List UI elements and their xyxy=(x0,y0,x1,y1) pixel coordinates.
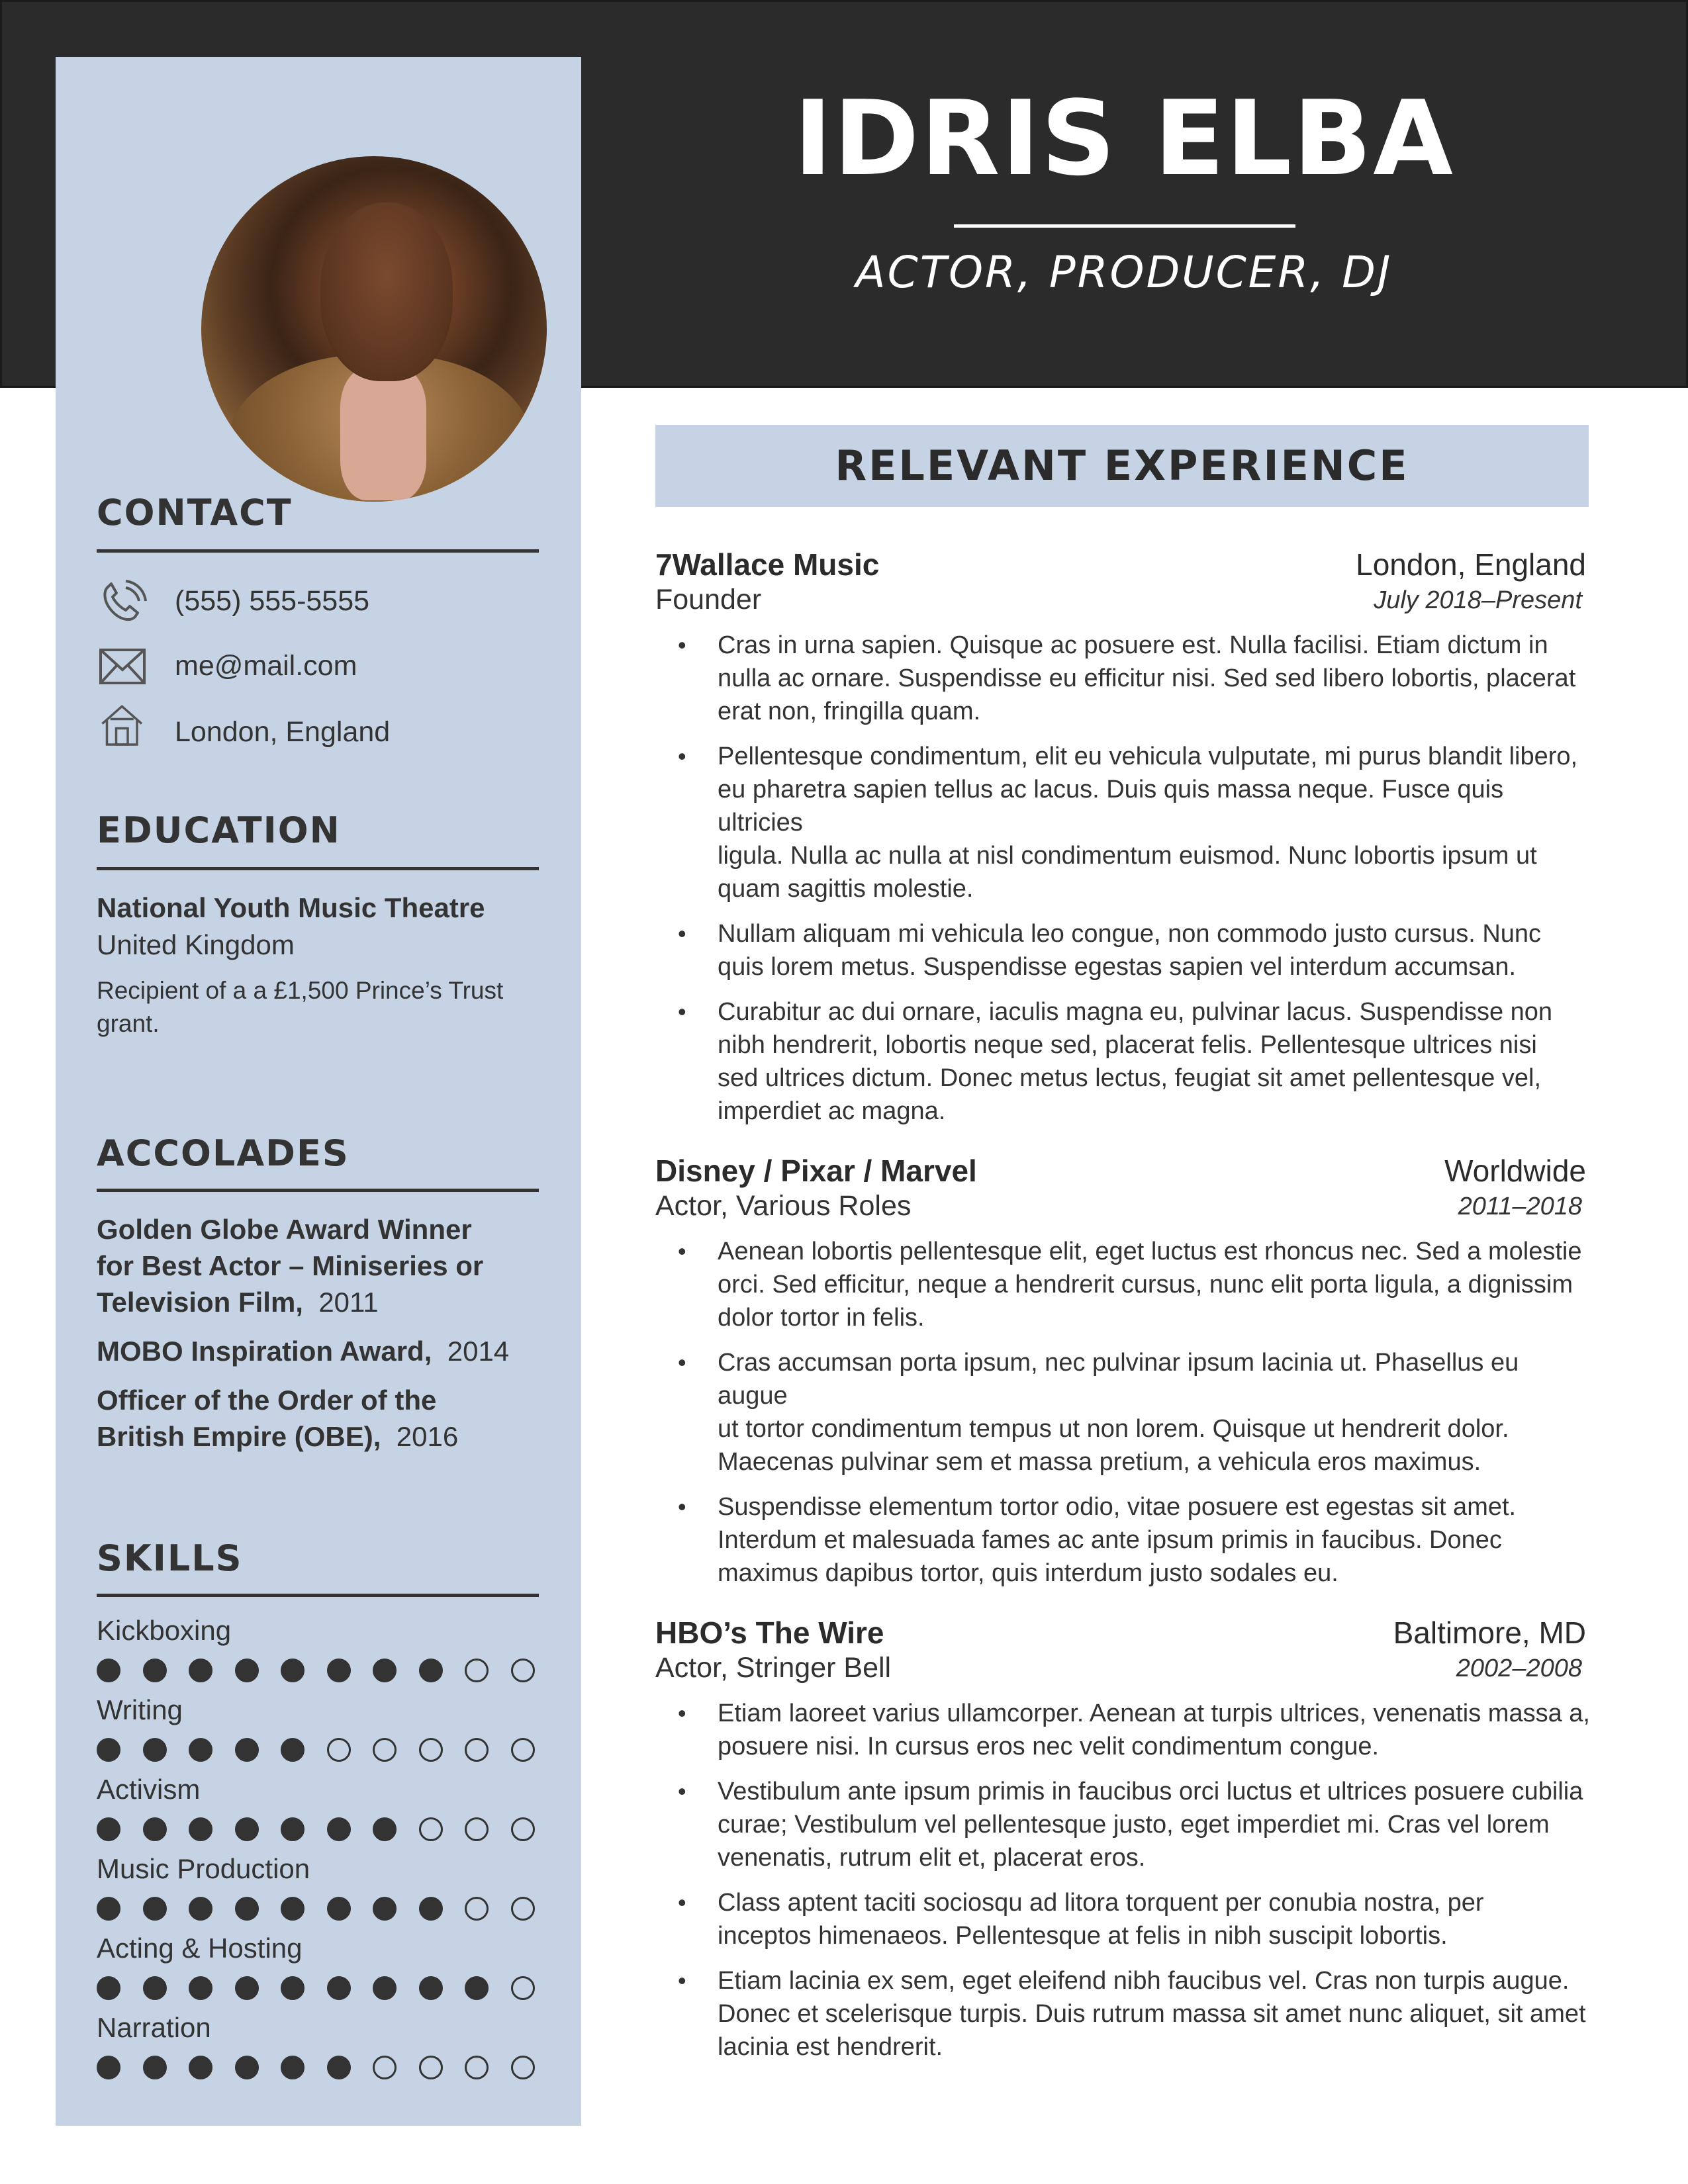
accolade-year: 2014 xyxy=(447,1336,510,1367)
rating-dot-filled xyxy=(143,1897,167,1921)
job-bullet-line: Pellentesque condimentum, elit eu vehicula vulputate, mi purus blandit libero, xyxy=(718,743,1578,770)
header-divider xyxy=(954,224,1295,228)
profile-photo xyxy=(201,156,547,502)
rating-dot-filled xyxy=(189,1659,212,1682)
job-bullet-line: imperdiet ac magna. xyxy=(718,1097,946,1125)
job-company: Disney / Pixar / Marvel xyxy=(655,1154,977,1188)
rating-dot-filled xyxy=(235,1659,259,1682)
skill-label: Acting & Hosting xyxy=(97,1933,303,1964)
rating-dot-filled xyxy=(327,2056,351,2079)
rating-dot-empty xyxy=(511,2056,535,2079)
job-bullet-line: quis lorem metus. Suspendisse egestas sapien vel interdum accumsan. xyxy=(718,953,1517,981)
rating-dot-filled xyxy=(327,1817,351,1841)
job-bullet-line: dolor tortor in felis. xyxy=(718,1304,925,1332)
skill-rating xyxy=(97,1976,547,2003)
job-bullet-line: Suspendisse elementum tortor odio, vitae posuere est egestas sit amet. xyxy=(718,1493,1517,1521)
skill-rating xyxy=(97,1738,547,1764)
job-dates: 2011–2018 xyxy=(1458,1193,1582,1220)
rating-dot-filled xyxy=(235,2056,259,2079)
job-role: Founder xyxy=(655,584,762,615)
accolade-year: 2016 xyxy=(396,1421,459,1452)
job-bullet-line: quam sagittis molestie. xyxy=(718,875,974,903)
job-bullet-line: Interdum et malesuada fames ac ante ipsum primis in faucibus. Donec xyxy=(718,1526,1502,1554)
rating-dot-filled xyxy=(143,1659,167,1682)
job-bullet-line: nulla ac ornare. Suspendisse eu efficitur nisi. Sed sed libero lobortis, placerat xyxy=(718,664,1576,692)
rating-dot-filled xyxy=(189,1738,212,1762)
resume-title: ACTOR, PRODUCER, DJ xyxy=(855,247,1393,298)
rating-dot-empty xyxy=(511,1659,535,1682)
education-school: National Youth Music Theatre xyxy=(97,892,485,923)
job-bullet-line: Cras in urna sapien. Quisque ac posuere est. Nulla facilisi. Etiam dictum in xyxy=(718,631,1548,659)
education-divider xyxy=(97,867,539,870)
rating-dot-filled xyxy=(373,1976,397,2000)
accolades-divider xyxy=(97,1189,539,1192)
contact-heading: CONTACT xyxy=(97,492,293,533)
education-country: United Kingdom xyxy=(97,929,295,960)
rating-dot-filled xyxy=(419,1897,443,1921)
skill-rating xyxy=(97,1817,547,1844)
accolade-name-line: for Best Actor – Miniseries or xyxy=(97,1250,484,1281)
accolade-year: 2011 xyxy=(318,1287,379,1318)
rating-dot-filled xyxy=(327,1897,351,1921)
rating-dot-empty xyxy=(465,1897,489,1921)
rating-dot-filled xyxy=(189,1817,212,1841)
job-bullet-line: Etiam lacinia ex sem, eget eleifend nibh faucibus vel. Cras non turpis augue. xyxy=(718,1967,1570,1995)
contact-phone-row xyxy=(97,578,539,625)
job-bullet xyxy=(655,1346,1595,1479)
accolade-item xyxy=(97,1333,547,1369)
rating-dot-filled xyxy=(281,1738,305,1762)
job-bullet-line: Maecenas pulvinar sem et massa pretium, a vehicula eros maximus. xyxy=(718,1448,1481,1476)
job-bullet-line: orci. Sed efficitur, neque a hendrerit cursus, nunc elit porta ligula, a dignissim xyxy=(718,1271,1573,1298)
rating-dot-filled xyxy=(281,2056,305,2079)
job-location: London, England xyxy=(1356,547,1586,582)
skill-label: Activism xyxy=(97,1774,201,1805)
skills-heading: SKILLS xyxy=(97,1537,243,1579)
job-bullet xyxy=(655,917,1595,983)
rating-dot-empty xyxy=(419,1817,443,1841)
education-heading: EDUCATION xyxy=(97,809,341,851)
rating-dot-empty xyxy=(511,1976,535,2000)
photo-shirt xyxy=(340,368,426,500)
skill-rating xyxy=(97,1659,547,1685)
rating-dot-filled xyxy=(235,1976,259,2000)
job-bullet-line: nibh hendrerit, lobortis neque sed, placerat felis. Pellentesque ultrices nisi xyxy=(718,1031,1537,1059)
rating-dot-filled xyxy=(189,2056,212,2079)
rating-dot-empty xyxy=(373,1738,397,1762)
job-bullet xyxy=(655,1235,1595,1334)
rating-dot-filled xyxy=(235,1817,259,1841)
contact-location-row xyxy=(97,703,539,749)
accolade-name-line: Golden Globe Award Winner xyxy=(97,1214,472,1245)
job-bullet-line: Etiam laoreet varius ullamcorper. Aenean at turpis ultrices, venenatis massa a, xyxy=(718,1700,1590,1727)
job-location: Baltimore, MD xyxy=(1393,1615,1586,1650)
job-bullet-line: ut tortor condimentum tempus ut non lorem. Quisque ut hendrerit dolor. xyxy=(718,1415,1509,1443)
job-dates: July 2018–Present xyxy=(1374,586,1582,614)
rating-dot-filled xyxy=(373,1659,397,1682)
rating-dot-filled xyxy=(97,2056,120,2079)
rating-dot-empty xyxy=(511,1897,535,1921)
rating-dot-filled xyxy=(327,1659,351,1682)
rating-dot-filled xyxy=(235,1897,259,1921)
rating-dot-filled xyxy=(281,1897,305,1921)
job-bullet-line: inceptos himenaeos. Pellentesque at felis in nibh suscipit lobortis. xyxy=(718,1922,1448,1950)
job-bullet-line: Donec et scelerisque turpis. Duis rutrum massa sit amet nunc aliquet, sit amet xyxy=(718,2000,1586,2028)
accolade-name-line: MOBO Inspiration Award, xyxy=(97,1336,432,1367)
job-bullet-line: Vestibulum ante ipsum primis in faucibus orci luctus et ultrices posuere cubilia xyxy=(718,1778,1583,1805)
job-bullet-line: Cras accumsan porta ipsum, nec pulvinar ipsum lacinia ut. Phasellus eu augue xyxy=(718,1349,1519,1410)
experience-heading: RELEVANT EXPERIENCE xyxy=(655,425,1589,507)
photo-face xyxy=(320,203,453,381)
rating-dot-filled xyxy=(143,1738,167,1762)
rating-dot-filled xyxy=(143,1976,167,2000)
job-bullet-line: sed ultrices dictum. Donec metus lectus, feugiat sit amet pellentesque vel, xyxy=(718,1064,1542,1092)
rating-dot-filled xyxy=(373,1817,397,1841)
rating-dot-filled xyxy=(373,1897,397,1921)
skill-label: Music Production xyxy=(97,1853,310,1884)
rating-dot-empty xyxy=(511,1817,535,1841)
job-company: 7Wallace Music xyxy=(655,547,880,582)
rating-dot-filled xyxy=(97,1659,120,1682)
job-company: HBO’s The Wire xyxy=(655,1615,884,1650)
job-role: Actor, Stringer Bell xyxy=(655,1652,892,1684)
job-bullet xyxy=(655,995,1595,1128)
resume-name: IDRIS ELBA xyxy=(794,78,1454,199)
rating-dot-filled xyxy=(97,1817,120,1841)
skill-label: Writing xyxy=(97,1694,183,1725)
rating-dot-filled xyxy=(281,1659,305,1682)
job-bullet-line: maximus dapibus tortor, quis interdum justo sodales eu. xyxy=(718,1559,1338,1587)
rating-dot-empty xyxy=(511,1738,535,1762)
job-bullet xyxy=(655,1490,1595,1590)
accolade-name-line: Officer of the Order of the xyxy=(97,1385,437,1416)
job-bullet-line: curae; Vestibulum vel pellentesque justo, eget imperdiet mi. Cras vel lorem xyxy=(718,1811,1550,1839)
job-bullets xyxy=(655,1235,1595,1602)
job-role: Actor, Various Roles xyxy=(655,1190,912,1222)
phone-icon xyxy=(97,578,150,625)
job-bullets xyxy=(655,629,1595,1140)
rating-dot-filled xyxy=(281,1817,305,1841)
skill-label: Narration xyxy=(97,2012,211,2043)
rating-dot-filled xyxy=(419,1659,443,1682)
rating-dot-filled xyxy=(189,1897,212,1921)
rating-dot-filled xyxy=(143,2056,167,2079)
accolades-heading: ACCOLADES xyxy=(97,1132,350,1174)
job-bullet xyxy=(655,629,1595,728)
accolade-item xyxy=(97,1211,547,1320)
home-icon xyxy=(97,703,150,749)
rating-dot-filled xyxy=(235,1738,259,1762)
accolade-item xyxy=(97,1382,547,1455)
rating-dot-empty xyxy=(419,1738,443,1762)
job-bullet xyxy=(655,1697,1595,1763)
job-bullet-line: erat non, fringilla quam. xyxy=(718,698,981,725)
job-bullet-line: Class aptent taciti sociosqu ad litora torquent per conubia nostra, per xyxy=(718,1889,1484,1917)
rating-dot-empty xyxy=(465,2056,489,2079)
rating-dot-filled xyxy=(189,1976,212,2000)
rating-dot-filled xyxy=(327,1976,351,2000)
job-bullet-line: Nullam aliquam mi vehicula leo congue, non commodo justo cursus. Nunc xyxy=(718,920,1542,948)
accolade-name-line: Television Film, xyxy=(97,1287,303,1318)
mail-icon xyxy=(97,643,150,690)
rating-dot-empty xyxy=(465,1738,489,1762)
rating-dot-empty xyxy=(465,1659,489,1682)
sidebar xyxy=(56,57,581,2126)
rating-dot-empty xyxy=(373,2056,397,2079)
job-bullet xyxy=(655,740,1595,905)
contact-email-row xyxy=(97,643,539,690)
accolade-name-line: British Empire (OBE), xyxy=(97,1421,381,1452)
rating-dot-filled xyxy=(419,1976,443,2000)
job-bullet xyxy=(655,1964,1595,2064)
contact-location: London, England xyxy=(175,716,391,748)
skill-rating xyxy=(97,1897,547,1923)
skill-rating xyxy=(97,2056,547,2082)
job-bullet-line: Aenean lobortis pellentesque elit, eget luctus est rhoncus nec. Sed a molestie xyxy=(718,1238,1582,1265)
job-dates: 2002–2008 xyxy=(1456,1655,1582,1682)
rating-dot-empty xyxy=(465,1817,489,1841)
rating-dot-filled xyxy=(281,1976,305,2000)
skill-label: Kickboxing xyxy=(97,1615,232,1646)
education-note-line-1: Recipient of a a £1,500 Prince’s Trust xyxy=(97,977,504,1004)
job-bullet-line: ligula. Nulla ac nulla at nisl condimentum euismod. Nunc lobortis ipsum ut xyxy=(718,842,1537,870)
job-bullet-line: posuere nisi. In cursus eros nec velit condimentum congue. xyxy=(718,1733,1380,1760)
rating-dot-filled xyxy=(97,1976,120,2000)
rating-dot-filled xyxy=(97,1738,120,1762)
job-bullet-line: Curabitur ac dui ornare, iaculis magna eu, pulvinar lacus. Suspendisse non xyxy=(718,998,1553,1026)
rating-dot-empty xyxy=(327,1738,351,1762)
rating-dot-filled xyxy=(97,1897,120,1921)
job-bullet-line: eu pharetra sapien tellus ac lacus. Duis quis massa neque. Fusce quis ultricies xyxy=(718,776,1504,837)
contact-divider xyxy=(97,549,539,553)
rating-dot-filled xyxy=(143,1817,167,1841)
rating-dot-filled xyxy=(465,1976,489,2000)
job-bullets xyxy=(655,1697,1595,2075)
job-bullet-line: lacinia est hendrerit. xyxy=(718,2033,943,2061)
job-location: Worldwide xyxy=(1444,1154,1586,1188)
skills-divider xyxy=(97,1594,539,1597)
contact-phone: (555) 555-5555 xyxy=(175,585,370,617)
job-bullet-line: venenatis, rutrum elit et, placerat eros. xyxy=(718,1844,1146,1872)
job-bullet xyxy=(655,1886,1595,1952)
contact-email: me@mail.com xyxy=(175,650,357,682)
education-note-line-2: grant. xyxy=(97,1010,160,1037)
rating-dot-empty xyxy=(419,2056,443,2079)
job-bullet xyxy=(655,1775,1595,1874)
